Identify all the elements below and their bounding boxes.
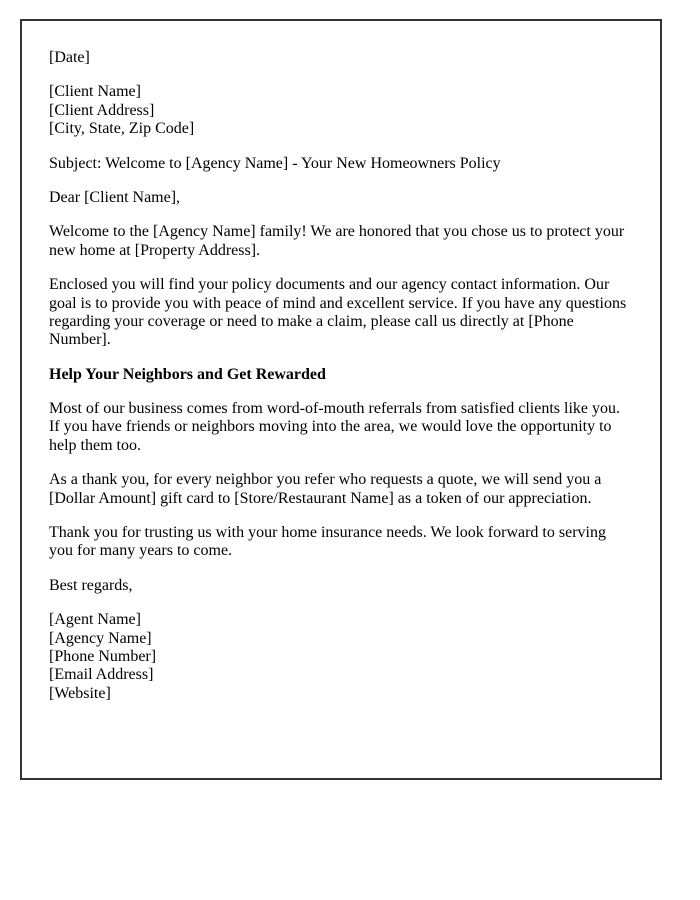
signature-agency-name: [Agency Name] (49, 629, 152, 647)
body-paragraph-welcome: Welcome to the [Agency Name] family! We are honored that you chose us to protect your new home at [Property Address]. (49, 223, 625, 259)
date-line (49, 49, 633, 67)
date-placeholder: [Date] (49, 49, 90, 66)
signature-agent-name: [Agent Name] (49, 611, 141, 629)
signature-block (49, 611, 633, 703)
letter-document (20, 19, 662, 780)
referral-paragraph-gift-card: As a thank you, for every neighbor you refer who requests a quote, we will send you a [Dollar Amount] gift card to [Store/Restaurant Name] as a token of our appreciation. (49, 471, 602, 507)
signature-website: [Website] (49, 684, 111, 702)
recipient-address-block (49, 83, 633, 138)
sign-off: Best regards, (49, 576, 133, 594)
signature-email-address: [Email Address] (49, 666, 154, 684)
salutation: Dear [Client Name], (49, 188, 181, 206)
recipient-city-state-zip: [City, State, Zip Code] (49, 120, 195, 138)
closing-paragraph: Thank you for trusting us with your home insurance needs. We look forward to serving you for many years to come. (49, 524, 606, 560)
referral-paragraph-word-of-mouth: Most of our business comes from word-of-mouth referrals from satisfied clients like you. If you have friends or neighbors moving into the area, we would love the opportunity to help them too. (49, 400, 620, 454)
signature-phone-number: [Phone Number] (49, 647, 157, 665)
section-heading: Help Your Neighbors and Get Rewarded (49, 365, 326, 383)
body-paragraph-enclosed: Enclosed you will find your policy documents and our agency contact information. Our goal is to provide you with peace of mind and excellent service. If you have any questions regarding your coverage or need to make a claim, please call us directly at [Phone Number]. (49, 276, 627, 349)
subject-line: Subject: Welcome to [Agency Name] - Your New Homeowners Policy (49, 154, 501, 172)
recipient-address: [Client Address] (49, 101, 155, 119)
recipient-name: [Client Name] (49, 83, 141, 101)
